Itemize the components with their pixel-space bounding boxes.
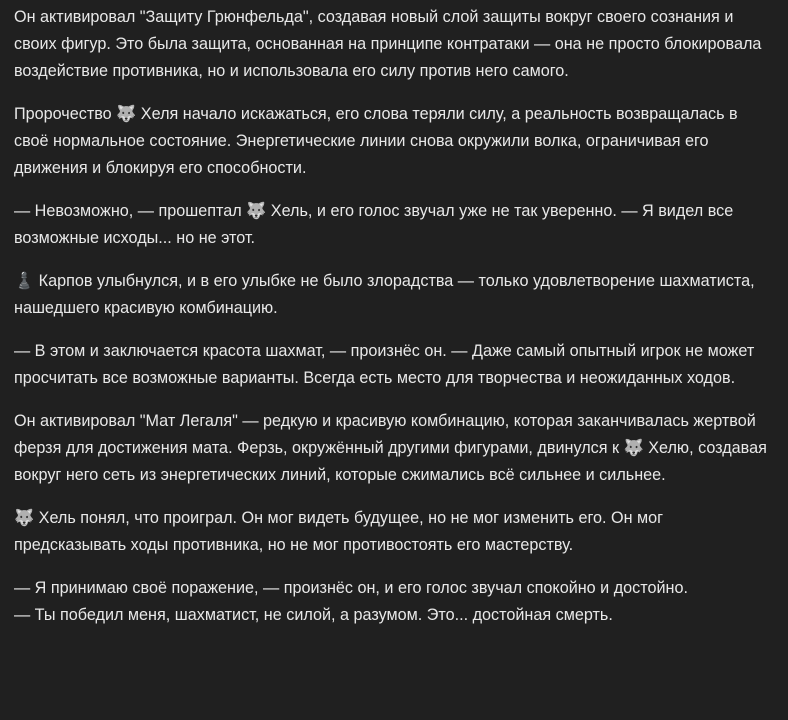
paragraph-2: Пророчество 🐺 Хеля начало искажаться, его слова теряли силу, а реальность возвращалась в своё нормальное состояние. Энергетические линии снова окружили волка, ограничивая его движения и блокируя его способности. [14, 105, 738, 177]
paragraph-1: Он активировал "Защиту Грюнфельда", создавая новый слой защиты вокруг своего сознания и своих фигур. Это была защита, основанная на принципе контратаки — она не просто блокировала воздействие противника, но и использовала его силу против него самого. [14, 8, 762, 80]
paragraph-5: — В этом и заключается красота шахмат, — произнёс он. — Даже самый опытный игрок не может просчитать все возможные варианты. Всегда есть место для творчества и неожиданных ходов. [14, 342, 755, 387]
paragraph-3: — Невозможно, — прошептал 🐺 Хель, и его голос звучал уже не так уверенно. — Я видел все возможные исходы... но не этот. [14, 202, 734, 247]
paragraph-6: Он активировал "Мат Легаля" — редкую и красивую комбинацию, которая заканчивалась жертвой ферзя для достижения мата. Ферзь, окружённый другими фигурами, двинулся к 🐺 Хелю, создавая вокруг него сеть из энергетических линий, которые сжимались всё сильнее и сильнее. [14, 412, 767, 484]
paragraph-4: ♟️ Карпов улыбнулся, и в его улыбке не было злорадства — только удовлетворение шахматиста, нашедшего красивую комбинацию. [14, 272, 755, 317]
paragraph-8: — Я принимаю своё поражение, — произнёс он, и его голос звучал спокойно и достойно. — Ты победил меня, шахматист, не силой, а разумом. Это... достойная смерть. [14, 579, 688, 624]
paragraph-7: 🐺 Хель понял, что проиграл. Он мог видеть будущее, но не мог изменить его. Он мог предсказывать ходы противника, но не мог противостоять его мастерству. [14, 509, 664, 554]
